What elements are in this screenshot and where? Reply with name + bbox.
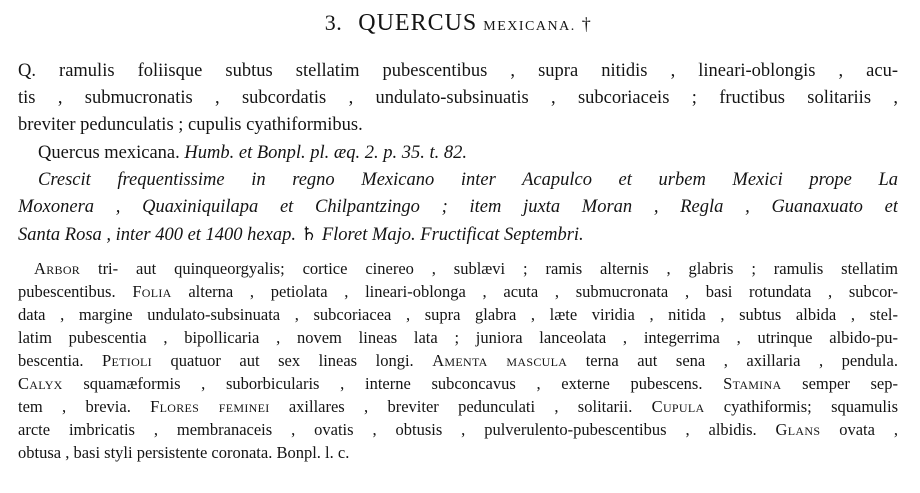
species-epithet: MEXICANA. (483, 19, 576, 34)
diagnosis-line: Q. ramulis foliisque subtus stellatim pubescentibus , supra nitidis , lineari-oblongis , acu- (18, 61, 898, 81)
description-line (18, 443, 898, 463)
term-petioli: Petioli (102, 351, 152, 370)
description-text: data , margine undulato-subsinuata , subcoriacea , supra glabra , læte viridia , nitida , subtus albida , stel- (18, 305, 898, 324)
term-cupula: Cupula (651, 397, 705, 416)
habitat-line: Santa Rosa , inter 400 et 1400 hexap. ♄ Floret Majo. Fructificat Septembri. (18, 225, 584, 245)
description-text: tri- aut quinqueorgyalis; cortice cinereo , sublævi ; ramis alternis , glabris ; ramulis stellatim (80, 259, 898, 278)
description-text: pubescentibus. (18, 282, 133, 301)
term-arbor: Arbor (34, 259, 81, 278)
description-line (18, 397, 898, 417)
description-text: alterna , petiolata , lineari-oblonga , acuta , submucronata , basi rotundata , subcor- (171, 282, 898, 301)
term-amenta-mascula: Amenta mascula (432, 351, 568, 370)
description-text: obtusa , basi styli persistente coronata. Bonpl. l. c. (18, 443, 350, 462)
description-text: cyathiformis; squamulis (704, 397, 898, 416)
synonym-reference: Humb. et Bonpl. pl. æq. 2. p. 35. t. 82. (184, 143, 468, 163)
description-text: terna aut sena , axillaria , pendula. (567, 351, 898, 370)
diagnosis-line: breviter pedunculatis ; cupulis cyathiformibus. (18, 115, 363, 135)
description-text: semper sep- (781, 374, 898, 393)
term-glans: Glans (775, 420, 821, 439)
description-text: bescentia. (18, 351, 103, 370)
description-text: ovata , (820, 420, 898, 439)
term-flores-feminei: Flores feminei (150, 397, 270, 416)
habitat-line: Moxonera , Quaxiniquilapa et Chilpantzingo ; item juxta Moran , Regla , Guanaxuato et (18, 197, 898, 217)
description-line (18, 282, 898, 302)
dagger-mark: † (581, 14, 592, 34)
description-text: axillares , breviter pedunculati , solitarii. (269, 397, 652, 416)
diagnosis-line: tis , submucronatis , subcordatis , undulato-subsinuatis , subcoriaceis ; fructibus solitariis , (18, 88, 898, 108)
description-text: quatuor aut sex lineas longi. (151, 351, 433, 370)
description-line (18, 374, 898, 394)
description-line (18, 420, 898, 440)
species-heading (18, 10, 898, 37)
genus-name: QUERCUS (358, 10, 478, 36)
term-stamina: Stamina (723, 374, 782, 393)
description-text: latim pubescentia , bipollicaria , novem lineas lata ; juniora lanceolata , integerrima , utrinque albido-pu- (18, 328, 898, 347)
synonym-name: Quercus mexicana. (38, 143, 180, 163)
habitat-line: Crescit frequentissime in regno Mexicano inter Acapulco et urbem Mexici prope La (38, 170, 898, 190)
synonym-line (38, 143, 898, 164)
description-line (18, 305, 898, 325)
description-line (34, 259, 898, 279)
description-line (18, 328, 898, 348)
description-text: arcte imbricatis , membranaceis , ovatis , obtusis , pulverulento-pubescentibus , albidis. (18, 420, 776, 439)
description-text: squamæformis , suborbicularis , interne subconcavus , externe pubescens. (62, 374, 724, 393)
description-text: tem , brevia. (18, 397, 151, 416)
species-number: 3. (324, 10, 343, 35)
term-folia: Folia (132, 282, 172, 301)
term-calyx: Calyx (18, 374, 63, 393)
description-line (18, 351, 898, 371)
